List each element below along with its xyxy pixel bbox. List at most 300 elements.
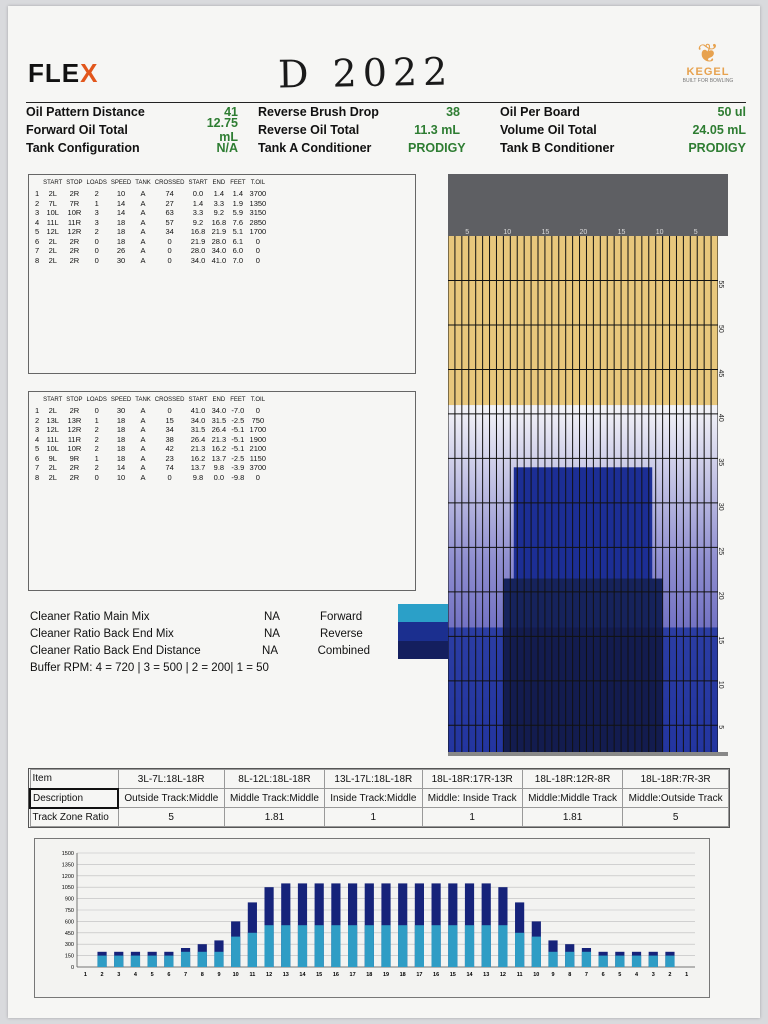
x-tick-label: 8 xyxy=(568,972,572,978)
table-row xyxy=(33,189,268,199)
table-cell: 11L xyxy=(46,434,59,444)
table-row xyxy=(33,227,268,237)
table-cell: A xyxy=(140,425,146,435)
table-cell: 2 xyxy=(94,444,99,454)
distance-label: 5 xyxy=(717,725,724,730)
lane-graph-svg xyxy=(448,174,728,756)
bar-forward xyxy=(214,952,223,967)
table-cell: A xyxy=(140,208,146,218)
table-cell: 2850 xyxy=(249,217,267,227)
table-cell: 1 xyxy=(94,198,99,208)
table-cell: 0 xyxy=(167,472,172,482)
top-tick: 5 xyxy=(465,229,470,236)
table-row xyxy=(33,237,268,247)
cleaner-value: NA xyxy=(264,627,280,640)
distance-label: 25 xyxy=(717,547,724,556)
x-tick-label: 9 xyxy=(551,972,555,978)
x-tick-label: 12 xyxy=(266,972,273,978)
table-cell: 18 xyxy=(116,217,126,227)
table-cell: 18 xyxy=(116,453,126,463)
table-cell: 1.4 xyxy=(192,198,204,208)
table-row xyxy=(33,256,268,266)
x-tick-label: 2 xyxy=(100,972,104,978)
table-cell: -2.5 xyxy=(231,453,245,463)
table-cell: 28.0 xyxy=(211,236,227,246)
bar-forward xyxy=(381,925,390,967)
param-value: 24.05 mL xyxy=(692,123,746,137)
table-cell: A xyxy=(140,444,146,454)
distance-label: 40 xyxy=(717,413,724,422)
table-cell: 2L xyxy=(48,189,57,199)
label-strip xyxy=(718,236,728,752)
x-tick-label: 12 xyxy=(499,972,506,978)
table-cell: 750 xyxy=(251,415,265,425)
table-cell: 0.0 xyxy=(213,472,225,482)
x-tick-label: 6 xyxy=(167,972,171,978)
zone-ratio-label: Track Zone Ratio xyxy=(30,808,118,827)
x-tick-label: 11 xyxy=(516,972,523,978)
table-cell: 26 xyxy=(116,246,126,256)
table-cell: 12R xyxy=(67,227,82,237)
table-cell: A xyxy=(140,236,146,246)
column-header: START xyxy=(43,397,63,403)
table-cell: -7.0 xyxy=(231,406,245,416)
table-cell: 18 xyxy=(116,236,126,246)
table-cell: 18 xyxy=(116,227,126,237)
param-label: Reverse Brush Drop xyxy=(258,105,379,119)
zone-desc-label: Description xyxy=(30,789,118,808)
table-cell: 0 xyxy=(94,236,99,246)
table-cell: 2L xyxy=(48,236,57,246)
table-cell: 2R xyxy=(69,236,80,246)
y-tick-label: 750 xyxy=(64,908,74,914)
distance-label: 15 xyxy=(717,636,724,645)
legend-combined: Combined xyxy=(317,644,370,657)
table-cell: 1.9 xyxy=(232,198,244,208)
zone-desc: Middle Track:Middle xyxy=(224,789,324,808)
zone-desc: Outside Track:Middle xyxy=(118,789,224,808)
top-tick: 10 xyxy=(655,229,664,236)
y-tick-label: 150 xyxy=(64,953,74,960)
column-header xyxy=(33,177,41,189)
table-cell: 28.0 xyxy=(190,246,206,256)
table-cell: 11R xyxy=(67,434,82,444)
table-cell: 5.9 xyxy=(232,208,244,218)
column-header: T.OIL xyxy=(250,180,266,186)
x-tick-label: 3 xyxy=(651,972,655,978)
table-cell: 11R xyxy=(67,217,82,227)
table-cell: 13.7 xyxy=(211,453,227,463)
bar-forward xyxy=(632,956,641,967)
y-tick-label: 1200 xyxy=(61,873,74,880)
column-header: CROSSED xyxy=(154,397,185,403)
table-cell: -9.8 xyxy=(231,472,245,482)
bar-forward xyxy=(114,956,123,967)
x-tick-label: 6 xyxy=(601,972,605,978)
bar-forward xyxy=(298,925,307,967)
kegel-logo: ❦ KEGEL BUILT FOR BOWLING xyxy=(676,40,740,100)
x-tick-label: 3 xyxy=(117,972,121,978)
table-cell: 3 xyxy=(94,208,99,218)
column-header: T.OIL xyxy=(250,397,266,403)
table-cell: 21.3 xyxy=(211,434,227,444)
bar-forward xyxy=(532,937,541,967)
table-cell: 0 xyxy=(255,236,260,246)
table-cell: 15 xyxy=(165,415,174,425)
table-cell: 7.0 xyxy=(232,255,244,265)
table-cell: 6.0 xyxy=(232,246,244,256)
param-value: 11.3 mL xyxy=(414,123,460,137)
table-cell: A xyxy=(140,453,146,463)
zone-desc: Inside Track:Middle xyxy=(325,789,422,808)
table-cell: 9.2 xyxy=(213,208,225,218)
bar-forward xyxy=(615,956,624,967)
table-cell: 2R xyxy=(69,463,80,473)
table-cell: 23 xyxy=(165,453,174,463)
table-cell: 2 xyxy=(35,198,40,208)
flex-logo: FLEX xyxy=(28,58,99,88)
table-cell: 38 xyxy=(165,434,174,444)
table-cell: 16.2 xyxy=(190,453,206,463)
bar-forward xyxy=(448,925,457,967)
table-cell: 1350 xyxy=(249,198,267,208)
table-cell: 2L xyxy=(48,246,57,256)
table-cell: 3 xyxy=(35,425,40,435)
table-cell: 41.0 xyxy=(211,255,227,265)
param-label: Tank B Conditioner xyxy=(500,141,615,155)
bar-forward xyxy=(665,956,674,967)
zone-desc: Middle: Inside Track xyxy=(422,789,522,808)
table-cell: 18 xyxy=(116,415,126,425)
bar-forward xyxy=(131,956,140,967)
table-cell: 2L xyxy=(48,406,57,416)
table-cell: A xyxy=(140,217,146,227)
table-cell: 7 xyxy=(35,246,40,256)
y-tick-label: 900 xyxy=(64,896,74,903)
table-cell: 4 xyxy=(35,217,40,227)
table-cell: 10 xyxy=(116,472,126,482)
table-cell: 21.3 xyxy=(190,444,206,454)
cleaner-label: Cleaner Ratio Back End Mix xyxy=(30,627,174,640)
x-tick-label: 19 xyxy=(382,972,390,978)
swatch-combined xyxy=(398,641,448,659)
table-cell: 3150 xyxy=(249,208,267,218)
zone-item: 8L-12L:18L-18R xyxy=(224,770,324,789)
legend-swatches xyxy=(398,604,448,659)
x-tick-label: 1 xyxy=(685,972,689,978)
x-tick-label: 5 xyxy=(150,972,154,978)
x-tick-label: 8 xyxy=(200,972,204,978)
table-cell: 21.9 xyxy=(211,227,227,237)
column-header: FEET xyxy=(230,180,246,186)
oil-distribution-chart xyxy=(34,838,710,998)
table-cell: 2100 xyxy=(249,444,267,454)
bar-forward xyxy=(498,925,507,967)
pattern-parameters xyxy=(26,102,746,157)
table-cell: 9.8 xyxy=(192,472,204,482)
column-header: END xyxy=(212,180,226,186)
table-cell: 5 xyxy=(35,227,40,237)
table-cell: -2.5 xyxy=(231,415,245,425)
table-row xyxy=(33,416,268,426)
table-cell: -5.1 xyxy=(231,425,245,435)
column-header: LOADS xyxy=(86,180,107,186)
table-cell: 1.4 xyxy=(232,189,244,199)
column-header xyxy=(33,394,41,406)
table-row xyxy=(33,208,268,218)
param-value: N/A xyxy=(216,141,238,155)
table-cell: 30 xyxy=(116,406,126,416)
distance-label: 50 xyxy=(717,324,724,333)
bar-forward xyxy=(565,952,574,967)
x-tick-label: 10 xyxy=(533,972,540,978)
table-row xyxy=(33,454,268,464)
bar-forward xyxy=(164,956,173,967)
cleaner-value: NA xyxy=(264,610,280,623)
x-tick-label: 18 xyxy=(366,972,373,978)
table-cell: 10L xyxy=(46,444,59,454)
column-header: CROSSED xyxy=(154,180,185,186)
param-label: Forward Oil Total xyxy=(26,123,128,137)
bar-forward xyxy=(248,933,257,967)
distance-label: 35 xyxy=(717,458,724,467)
bar-forward xyxy=(348,925,357,967)
table-cell: 2R xyxy=(69,255,80,265)
table-cell: 2R xyxy=(69,406,80,416)
table-cell: 14 xyxy=(116,198,126,208)
table-cell: 2R xyxy=(69,246,80,256)
table-row xyxy=(33,406,268,416)
bar-forward xyxy=(515,933,524,967)
param-label: Volume Oil Total xyxy=(500,123,597,137)
table-cell: -5.1 xyxy=(231,434,245,444)
bar-forward xyxy=(465,925,474,967)
bar-chart-svg xyxy=(35,839,711,999)
table-cell: 1 xyxy=(94,415,99,425)
x-tick-label: 18 xyxy=(399,972,406,978)
table-cell: 6 xyxy=(35,453,40,463)
x-tick-label: 5 xyxy=(618,972,622,978)
param-value: 38 xyxy=(446,105,460,119)
table-cell: 5.1 xyxy=(232,227,244,237)
front-center-block xyxy=(503,627,662,752)
table-cell: 7.6 xyxy=(232,217,244,227)
zone-desc: Middle:Middle Track xyxy=(522,789,622,808)
zone-ratio: 1 xyxy=(422,808,522,827)
x-tick-label: 9 xyxy=(217,972,221,978)
zone-ratio: 1 xyxy=(325,808,422,827)
top-tick: 15 xyxy=(541,229,550,236)
bar-forward xyxy=(482,925,491,967)
x-tick-label: 14 xyxy=(299,972,306,978)
bar-forward xyxy=(599,956,608,967)
table-cell: 3700 xyxy=(249,463,267,473)
table-cell: 21.9 xyxy=(190,236,206,246)
lane-footer xyxy=(448,752,728,756)
cleaner-value: NA xyxy=(262,644,279,657)
table-cell: 30 xyxy=(116,255,126,265)
x-tick-label: 7 xyxy=(184,972,188,978)
table-cell: 12R xyxy=(67,425,82,435)
reverse-load-table xyxy=(28,391,416,591)
x-tick-label: 17 xyxy=(349,972,356,978)
zone-ratio: 1.81 xyxy=(522,808,622,827)
table-cell: 3 xyxy=(35,208,40,218)
table-cell: 34.0 xyxy=(190,255,206,265)
table-cell: 4 xyxy=(35,434,40,444)
column-header: START xyxy=(43,180,63,186)
y-tick-label: 1500 xyxy=(61,851,74,857)
swatch-forward xyxy=(398,604,448,622)
zone-desc: Middle:Outside Track xyxy=(623,789,729,808)
zone-ratio: 5 xyxy=(118,808,224,827)
table-cell: 74 xyxy=(165,463,174,473)
table-cell: 74 xyxy=(165,189,174,199)
param-label: Tank Configuration xyxy=(26,141,140,155)
table-cell: A xyxy=(140,227,146,237)
table-cell: 2L xyxy=(48,255,57,265)
table-cell: 31.5 xyxy=(211,415,227,425)
zone-item: 3L-7L:18L-18R xyxy=(118,770,224,789)
table-cell: 13R xyxy=(67,415,82,425)
bar-forward xyxy=(432,925,441,967)
swatch-reverse xyxy=(398,622,448,640)
table-cell: 6.1 xyxy=(232,236,244,246)
buffer-rpm: Buffer RPM: 4 = 720 | 3 = 500 | 2 = 200| 1 = 50 xyxy=(30,661,269,674)
table-cell: 1150 xyxy=(249,453,266,463)
table-cell: -5.1 xyxy=(231,444,245,454)
column-header: TANK xyxy=(135,397,151,403)
table-cell: 1700 xyxy=(249,227,267,237)
table-cell: 3.3 xyxy=(213,198,225,208)
table-cell: 3.3 xyxy=(192,208,204,218)
cleaner-ratios xyxy=(30,608,370,676)
table-cell: 2R xyxy=(69,472,80,482)
table-cell: 2 xyxy=(94,189,99,199)
table-cell: A xyxy=(140,189,146,199)
x-tick-label: 15 xyxy=(316,972,323,978)
column-header: SPEED xyxy=(110,397,132,403)
zone-ratio: 1.81 xyxy=(224,808,324,827)
table-cell: 7R xyxy=(69,198,80,208)
table-cell: 0 xyxy=(255,406,260,416)
top-tick: 15 xyxy=(617,229,626,236)
column-header: TANK xyxy=(135,180,151,186)
table-cell: 16.2 xyxy=(211,444,227,454)
column-header: END xyxy=(212,397,226,403)
bar-forward xyxy=(281,925,290,967)
y-tick-label: 0 xyxy=(70,965,74,971)
column-header: SPEED xyxy=(110,180,132,186)
table-row xyxy=(33,444,268,454)
table-cell: A xyxy=(140,463,146,473)
bar-forward xyxy=(649,956,658,967)
cleaner-label: Cleaner Ratio Main Mix xyxy=(30,610,150,623)
table-cell: A xyxy=(140,246,146,256)
table-cell: 1 xyxy=(94,453,99,463)
table-cell: 18 xyxy=(116,425,126,435)
table-cell: 2L xyxy=(48,463,57,473)
bar-forward xyxy=(331,925,340,967)
table-cell: 0 xyxy=(167,246,172,256)
table-cell: 26.4 xyxy=(211,425,227,435)
dry-zone xyxy=(448,236,718,405)
zone-item: 13L-17L:18L-18R xyxy=(325,770,422,789)
table-cell: 10L xyxy=(46,208,59,218)
table-cell: -3.9 xyxy=(231,463,245,473)
param-label: Reverse Oil Total xyxy=(258,123,360,137)
x-tick-label: 7 xyxy=(584,972,588,978)
param-label: Tank A Conditioner xyxy=(258,141,372,155)
param-value: PRODIGY xyxy=(408,141,466,155)
bar-forward xyxy=(365,925,374,967)
table-cell: 8 xyxy=(35,472,40,482)
table-cell: 2L xyxy=(48,472,57,482)
table-cell: 14 xyxy=(116,208,126,218)
table-cell: A xyxy=(140,472,146,482)
table-cell: 14 xyxy=(116,463,126,473)
wings-icon: ❦ xyxy=(697,38,719,68)
bar-forward xyxy=(264,925,273,967)
table-cell: 9R xyxy=(69,453,80,463)
param-label: Oil Per Board xyxy=(500,105,580,119)
table-cell: 3700 xyxy=(249,189,267,199)
table-cell: 2 xyxy=(94,425,99,435)
table-cell: 0 xyxy=(167,406,172,416)
legend-reverse: Reverse xyxy=(320,627,363,640)
table-cell: 10R xyxy=(67,444,82,454)
table-cell: 18 xyxy=(116,444,126,454)
table-cell: 18 xyxy=(116,434,126,444)
table-cell: A xyxy=(140,406,146,416)
table-cell: 1900 xyxy=(249,434,267,444)
table-cell: 0.0 xyxy=(192,189,204,199)
table-cell: 2 xyxy=(35,415,40,425)
table-cell: 26.4 xyxy=(190,434,206,444)
table-cell: 13.7 xyxy=(190,463,206,473)
lane-oil-graph xyxy=(448,174,728,756)
table-row xyxy=(33,463,268,473)
table-cell: 0 xyxy=(167,236,172,246)
table-cell: 2R xyxy=(69,189,80,199)
table-cell: 5 xyxy=(35,444,40,454)
table-cell: A xyxy=(140,255,146,265)
table-cell: 16.8 xyxy=(190,227,206,237)
table-cell: 13L xyxy=(46,415,59,425)
table-cell: 34.0 xyxy=(190,415,206,425)
table-cell: 1.4 xyxy=(213,189,225,199)
table-row xyxy=(33,425,268,435)
table-row xyxy=(33,246,268,256)
table-cell: 34 xyxy=(165,425,174,435)
table-cell: 3 xyxy=(94,217,99,227)
table-cell: A xyxy=(140,198,146,208)
bar-forward xyxy=(415,925,424,967)
table-cell: 11L xyxy=(46,217,59,227)
table-cell: 9L xyxy=(48,453,57,463)
distance-label: 10 xyxy=(717,680,724,689)
column-header: STOP xyxy=(66,397,83,403)
param-value: 41 xyxy=(224,105,238,119)
table-cell: 1 xyxy=(35,406,40,416)
table-cell: 6 xyxy=(35,236,40,246)
cleaner-label: Cleaner Ratio Back End Distance xyxy=(30,644,201,657)
table-cell: 0 xyxy=(94,406,99,416)
x-tick-label: 16 xyxy=(332,972,339,978)
column-header: START xyxy=(188,397,208,403)
table-cell: 0 xyxy=(255,246,260,256)
bar-forward xyxy=(398,925,407,967)
